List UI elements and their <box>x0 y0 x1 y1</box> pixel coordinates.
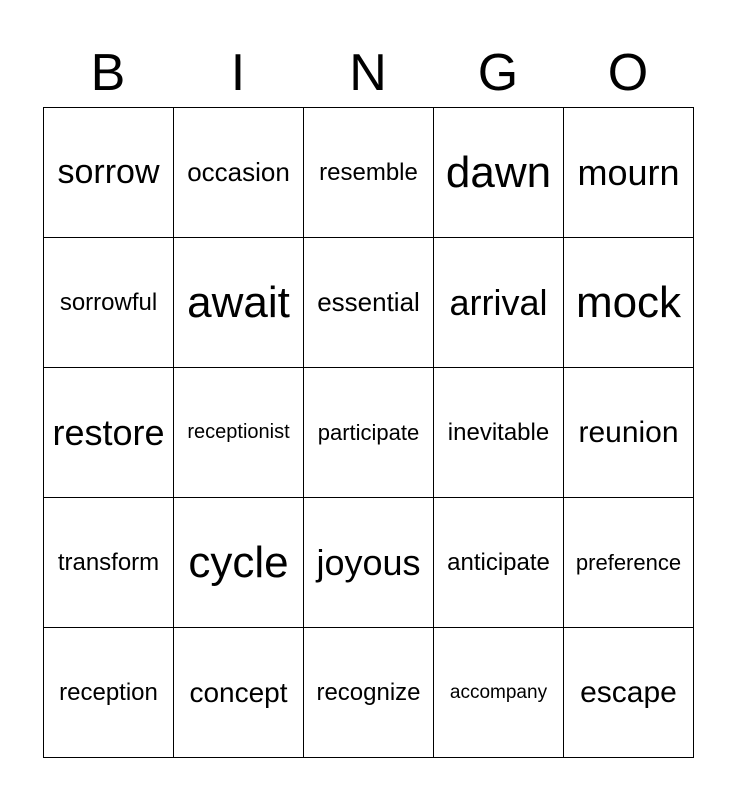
bingo-cell[interactable]: resemble <box>304 108 434 238</box>
bingo-header <box>43 42 693 104</box>
bingo-cell[interactable]: essential <box>304 238 434 368</box>
bingo-cell[interactable]: preference <box>564 498 694 628</box>
bingo-cell[interactable]: receptionist <box>174 368 304 498</box>
bingo-cell[interactable]: escape <box>564 628 694 758</box>
bingo-cell[interactable]: participate <box>304 368 434 498</box>
bingo-cell[interactable]: reunion <box>564 368 694 498</box>
bingo-board <box>43 107 694 758</box>
header-letter-i: I <box>230 44 246 102</box>
header-letter-g: G <box>477 44 519 102</box>
header-letter-b: B <box>90 44 126 102</box>
bingo-cell[interactable]: dawn <box>434 108 564 238</box>
bingo-cell[interactable]: sorrowful <box>44 238 174 368</box>
bingo-cell[interactable]: arrival <box>434 238 564 368</box>
bingo-cell[interactable]: anticipate <box>434 498 564 628</box>
header-letter-o: O <box>607 44 649 102</box>
bingo-cell[interactable]: recognize <box>304 628 434 758</box>
bingo-cell[interactable]: mourn <box>564 108 694 238</box>
bingo-cell[interactable]: sorrow <box>44 108 174 238</box>
bingo-cell[interactable]: accompany <box>434 628 564 758</box>
bingo-cell[interactable]: cycle <box>174 498 304 628</box>
bingo-cell[interactable]: occasion <box>174 108 304 238</box>
bingo-cell[interactable]: await <box>174 238 304 368</box>
header-letter-n: N <box>349 44 387 102</box>
bingo-cell[interactable]: joyous <box>304 498 434 628</box>
bingo-cell[interactable]: transform <box>44 498 174 628</box>
bingo-cell[interactable]: restore <box>44 368 174 498</box>
bingo-cell[interactable]: mock <box>564 238 694 368</box>
bingo-cell[interactable]: inevitable <box>434 368 564 498</box>
bingo-cell[interactable]: concept <box>174 628 304 758</box>
bingo-cell[interactable]: reception <box>44 628 174 758</box>
